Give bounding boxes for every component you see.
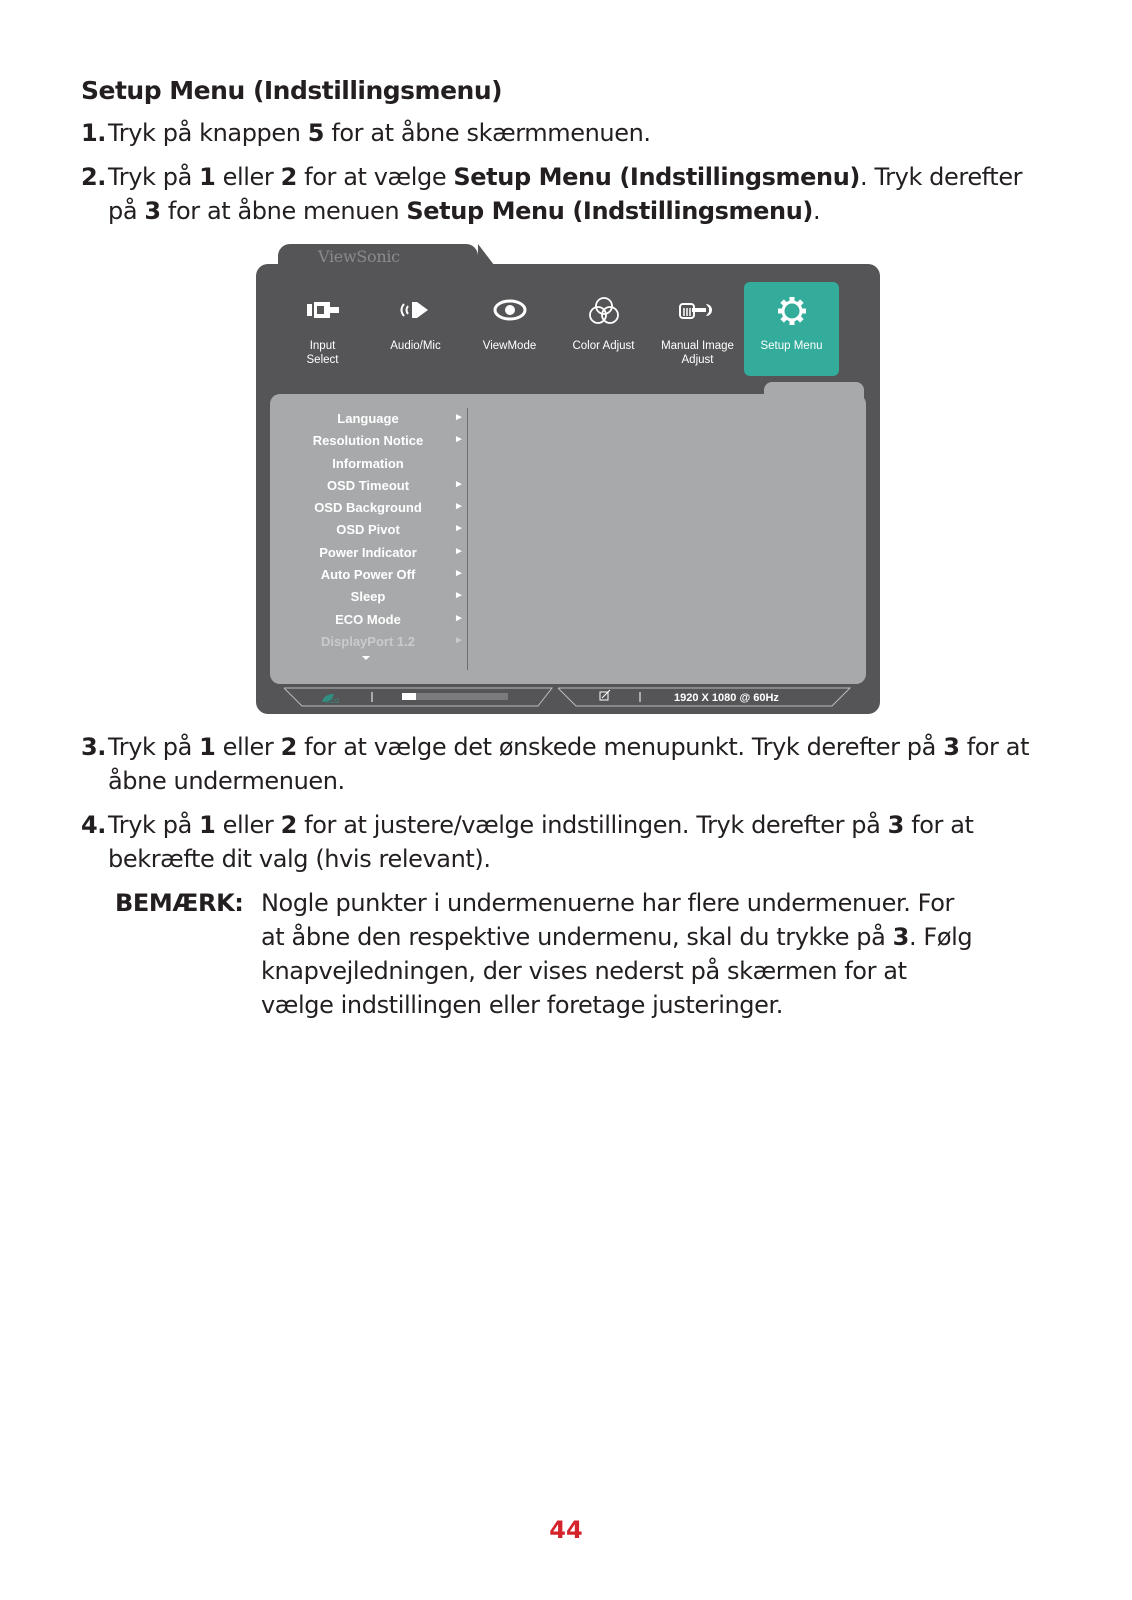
tab-audio-mic[interactable]: Audio/Mic	[368, 282, 463, 376]
arrow-right-icon: ►	[454, 634, 464, 646]
arrow-right-icon: ►	[454, 612, 464, 624]
menu-item-sleep[interactable]: Sleep ►	[350, 589, 464, 605]
menu-item-eco-mode[interactable]: ECO Mode ►	[335, 611, 464, 627]
osd-brand-logo: ViewSonic	[318, 247, 400, 266]
step-text: Tryk på 1 eller 2 for at justere/vælge indstillingen. Tryk derefter på 3 for at bekræfte dit valg (hvis relevant).	[108, 811, 974, 873]
manual-image-adjust-icon	[676, 296, 720, 324]
note-label: BEMÆRK:	[115, 889, 244, 917]
section-heading: Setup Menu (Indstillingsmenu)	[81, 76, 503, 105]
menu-item-resolution-notice[interactable]: Resolution Notice ►	[312, 433, 464, 449]
arrow-right-icon: ►	[454, 412, 464, 423]
step-text: Tryk på 1 eller 2 for at vælge Setup Menu (Indstillingsmenu). Tryk derefter på 3 for at åbne menuen Setup Menu (Indstillingsmenu).	[108, 163, 1023, 225]
tab-color-adjust[interactable]: Color Adjust	[556, 282, 651, 376]
note-text: Nogle punkter i undermenuerne har flere undermenuer. For at åbne den respektive undermenu, skal du trykke på 3. Følg knapvejledningen, der vises nederst på skærmen for at vælge indstillingen eller foretage justeringer.	[261, 889, 973, 1019]
eco-label: ECO	[326, 699, 340, 705]
eye-icon	[490, 296, 530, 324]
menu-item-osd-background[interactable]: OSD Background ►	[314, 500, 464, 516]
arrow-right-icon: ►	[454, 501, 464, 513]
resolution-readout: 1920 X 1080 @ 60Hz	[674, 692, 779, 704]
tab-setup-menu[interactable]: Setup Menu	[744, 282, 839, 376]
setup-menu-list	[270, 408, 466, 653]
arrow-right-icon: ►	[454, 545, 464, 557]
color-adjust-icon	[584, 296, 624, 326]
note	[115, 886, 975, 1022]
step-number: 1.	[81, 119, 107, 147]
menu-item-osd-timeout[interactable]: OSD Timeout ►	[326, 477, 464, 493]
page-number: 44	[549, 1516, 583, 1544]
step-number: 4.	[81, 811, 107, 839]
arrow-right-icon: ►	[454, 434, 464, 446]
menu-item-auto-power-off[interactable]: Auto Power Off ►	[320, 567, 464, 583]
menu-item-osd-pivot[interactable]: OSD Pivot ►	[336, 522, 464, 538]
audio-icon	[396, 296, 436, 324]
arrow-right-icon: ►	[454, 590, 464, 602]
arrow-right-icon: ►	[454, 568, 464, 580]
menu-item-displayport[interactable]: DisplayPort 1.2 ►	[321, 633, 464, 649]
tab-input-select[interactable]: Input Select	[275, 282, 370, 376]
input-select-icon	[303, 296, 343, 324]
step-1	[81, 116, 1041, 150]
osd-menu-panel	[270, 394, 866, 684]
menu-item-power-indicator[interactable]: Power Indicator ►	[319, 544, 464, 560]
arrow-right-icon: ►	[454, 523, 464, 535]
menu-item-information[interactable]: Information	[332, 455, 404, 471]
tab-manual-image-adjust[interactable]: Manual Image Adjust	[650, 282, 745, 376]
gear-icon	[772, 296, 812, 326]
step-number: 3.	[81, 733, 107, 761]
osd-screenshot	[256, 244, 880, 714]
step-3	[81, 730, 1041, 798]
volume-level-bar	[402, 693, 508, 700]
tab-viewmode[interactable]: ViewMode	[462, 282, 557, 376]
link-icon	[600, 690, 610, 700]
step-text: Tryk på 1 eller 2 for at vælge det ønskede menupunkt. Tryk derefter på 3 for at åbne undermenuen.	[108, 733, 1030, 795]
step-number: 2.	[81, 163, 107, 191]
arrow-right-icon: ►	[454, 478, 464, 490]
step-4	[81, 808, 1041, 876]
step-text: Tryk på knappen 5 for at åbne skærmmenuen.	[108, 119, 651, 147]
menu-divider	[467, 408, 468, 670]
scroll-down-icon[interactable]	[362, 656, 370, 660]
step-2	[81, 160, 1041, 228]
menu-item-language[interactable]: Language ►	[337, 411, 464, 426]
osd-status-bar	[256, 682, 880, 712]
